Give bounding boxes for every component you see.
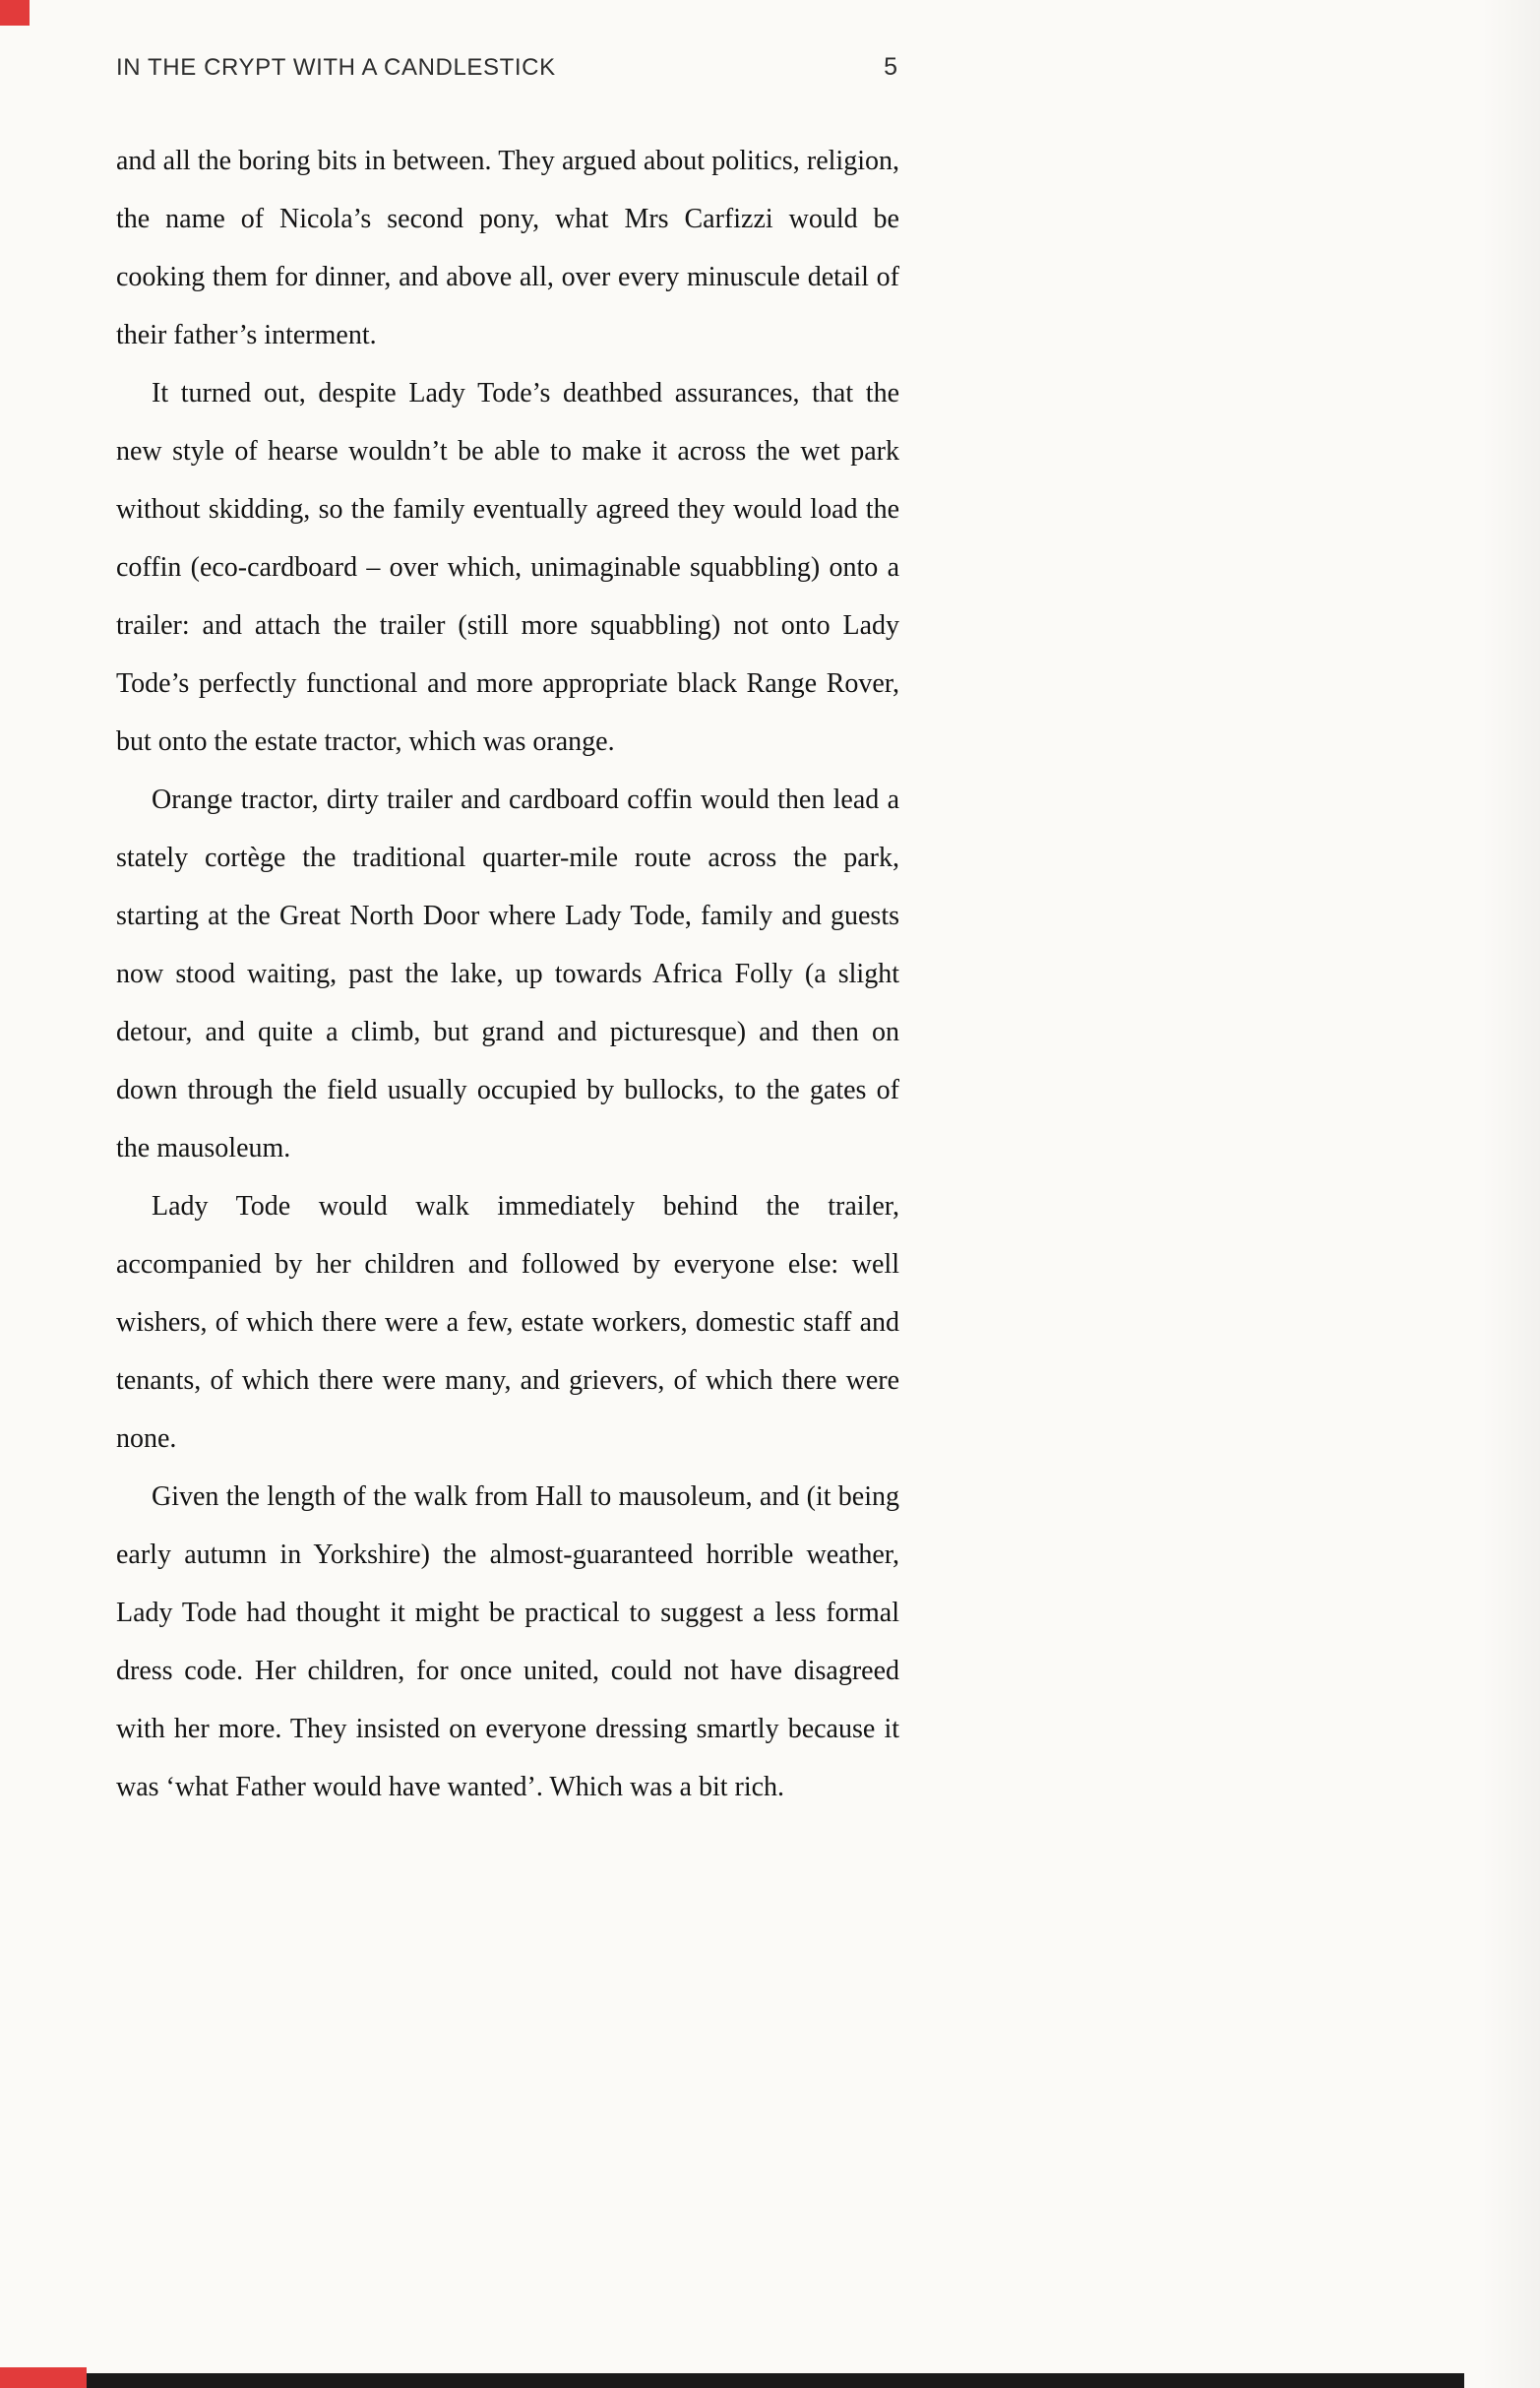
scan-mark-top-left [0,0,30,26]
paragraph: and all the boring bits in between. They argued about politics, religion, the name of Nicola’s second pony, what Mrs Carfizzi would be cooking them for dinner, and above all, over every minuscule detail of their father’s interment. [116,146,899,350]
paragraph: It turned out, despite Lady Tode’s deathbed assurances, that the new style of hearse wouldn’t be able to make it across the wet park without skidding, so the family eventually agreed they would load the coffin (eco-cardboard – over which, unimaginable squabbling) onto a trailer: and attach the trailer (still more squabbling) not onto Lady Tode’s perfectly functional and more appropriate black Range Rover, but onto the estate tractor, which was orange. [116,378,899,757]
running-header [116,53,897,82]
scan-mark-bottom-left [0,2367,87,2388]
running-title: IN THE CRYPT WITH A CANDLESTICK [116,54,556,81]
paragraph: Given the length of the walk from Hall to mausoleum, and (it being early autumn in Yorkshire) the almost-guaranteed horrible weather, Lady Tode had thought it might be practical to suggest a less formal dress code. Her children, for once united, could not have disagreed with her more. They insisted on everyone dressing smartly because it was ‘what Father would have wanted’. Which was a bit rich. [116,1481,899,1802]
page-number: 5 [884,53,897,81]
page-body [116,132,899,1816]
scan-edge-shadow [1481,0,1540,2388]
scan-strip-bottom [87,2373,1464,2388]
paragraph: Lady Tode would walk immediately behind the trailer, accompanied by her children and followed by everyone else: well wishers, of which there were a few, estate workers, domestic staff and tenants, of which there were many, and grievers, of which there were none. [116,1191,899,1454]
paragraph: Orange tractor, dirty trailer and cardboard coffin would then lead a stately cortège the traditional quarter-mile route across the park, starting at the Great North Door where Lady Tode, family and guests now stood waiting, past the lake, up towards Africa Folly (a slight detour, and quite a climb, but grand and picturesque) and then on down through the field usually occupied by bullocks, to the gates of the mausoleum. [116,785,899,1163]
